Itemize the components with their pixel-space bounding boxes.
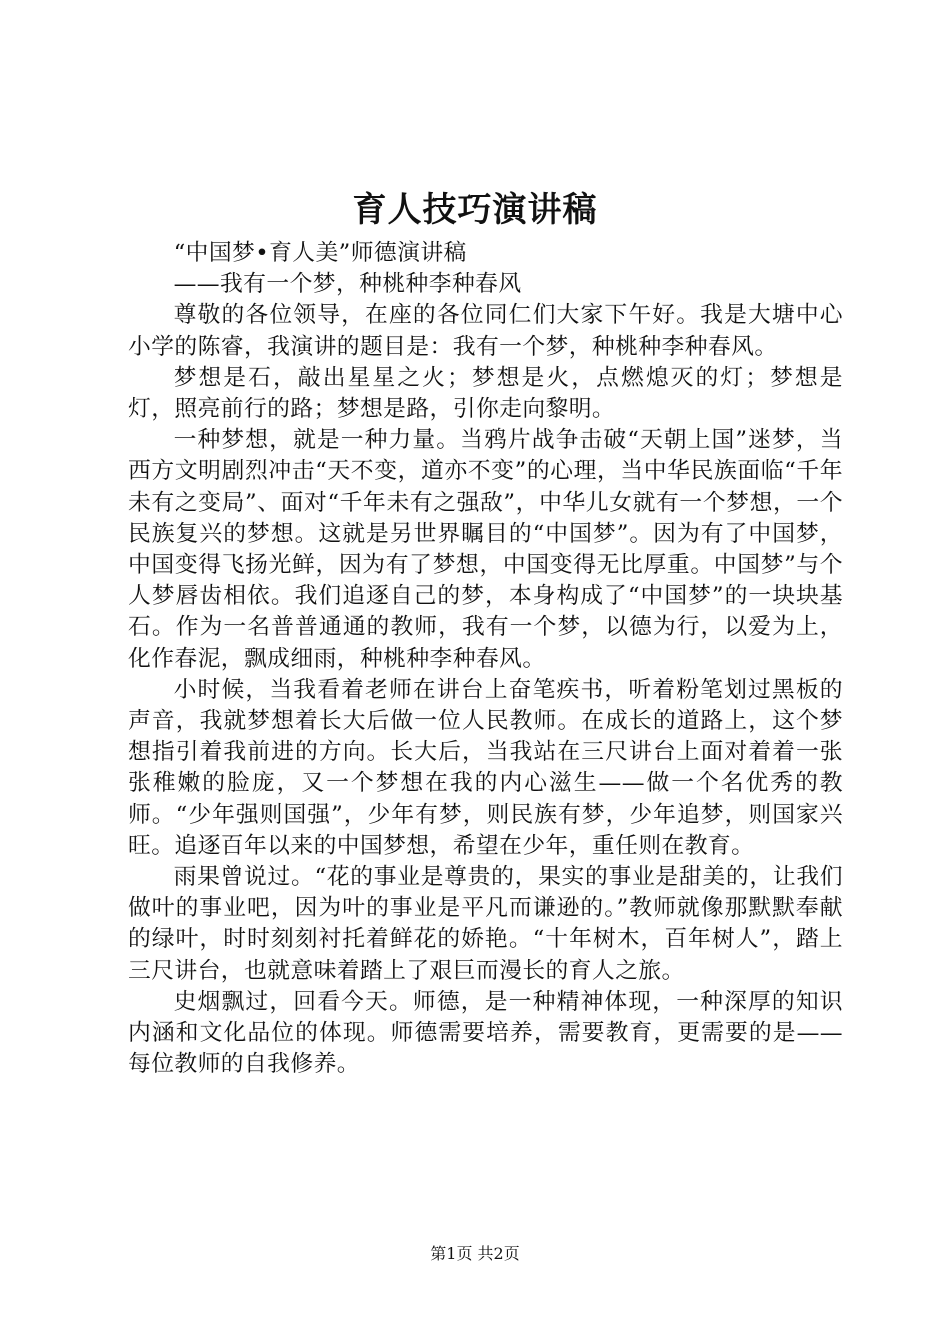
document-title: 育人技巧演讲稿 (352, 190, 598, 230)
body-paragraph: 雨果曾说过。“花的事业是尊贵的，果实的事业是甜美的，让我们做叶的事业吧，因为叶的事业是平凡而谦逊的。”教师就像那默默奉献的绿叶，时时刻刻衬托着鲜花的娇艳。“十年树木，百年树人”，踏上三尺讲台，也就意味着踏上了艰巨而漫长的育人之旅。 (128, 864, 843, 984)
subtitle-paragraph: ——我有一个梦，种桃种李种春风 (173, 271, 522, 298)
body-paragraph: 史烟飘过，回看今天。师德，是一种精神体现，一种深厚的知识内涵和文化品位的体现。师德需要培养，需要教育，更需要的是——每位教师的自我修养。 (128, 988, 843, 1078)
page-footer: 第1页 共2页 (430, 1244, 520, 1263)
document-body (128, 238, 843, 1080)
subtitle-paragraph: “中国梦•育人美”师德演讲稿 (173, 240, 467, 266)
body-paragraph: 尊敬的各位领导，在座的各位同仁们大家下午好。我是大塘中心小学的陈睿，我演讲的题目是：我有一个梦，种桃种李种春风。 (128, 302, 843, 360)
body-paragraph: 小时候，当我看着老师在讲台上奋笔疾书，听着粉笔划过黑板的声音，我就梦想着长大后做一位人民教师。在成长的道路上，这个梦想指引着我前进的方向。长大后，当我站在三尺讲台上面对着着一张张稚嫩的脸庞，又一个梦想在我的内心滋生——做一个名优秀的教师。“少年强则国强”，少年有梦，则民族有梦，少年追梦，则国家兴旺。追逐百年以来的中国梦想，希望在少年，重任则在教育。 (128, 676, 843, 859)
body-paragraph: 一种梦想，就是一种力量。当鸦片战争击破“天朝上国”迷梦，当西方文明剧烈冲击“天不变，道亦不变”的心理，当中华民族面临“千年未有之变局”、面对“千年未有之强敌”，中华儿女就有一个梦想，一个民族复兴的梦想。这就是另世界瞩目的“中国梦”。因为有了中国梦，中国变得飞扬光鲜，因为有了梦想，中国变得无比厚重。中国梦”与个人梦唇齿相依。我们追逐自己的梦，本身构成了“中国梦”的一块块基石。作为一名普普通通的教师，我有一个梦，以德为行，以爱为上，化作春泥，飘成细雨，种桃种李种春风。 (128, 427, 843, 672)
body-paragraph: 梦想是石，敲出星星之火；梦想是火，点燃熄灭的灯；梦想是灯，照亮前行的路；梦想是路，引你走向黎明。 (128, 364, 843, 423)
